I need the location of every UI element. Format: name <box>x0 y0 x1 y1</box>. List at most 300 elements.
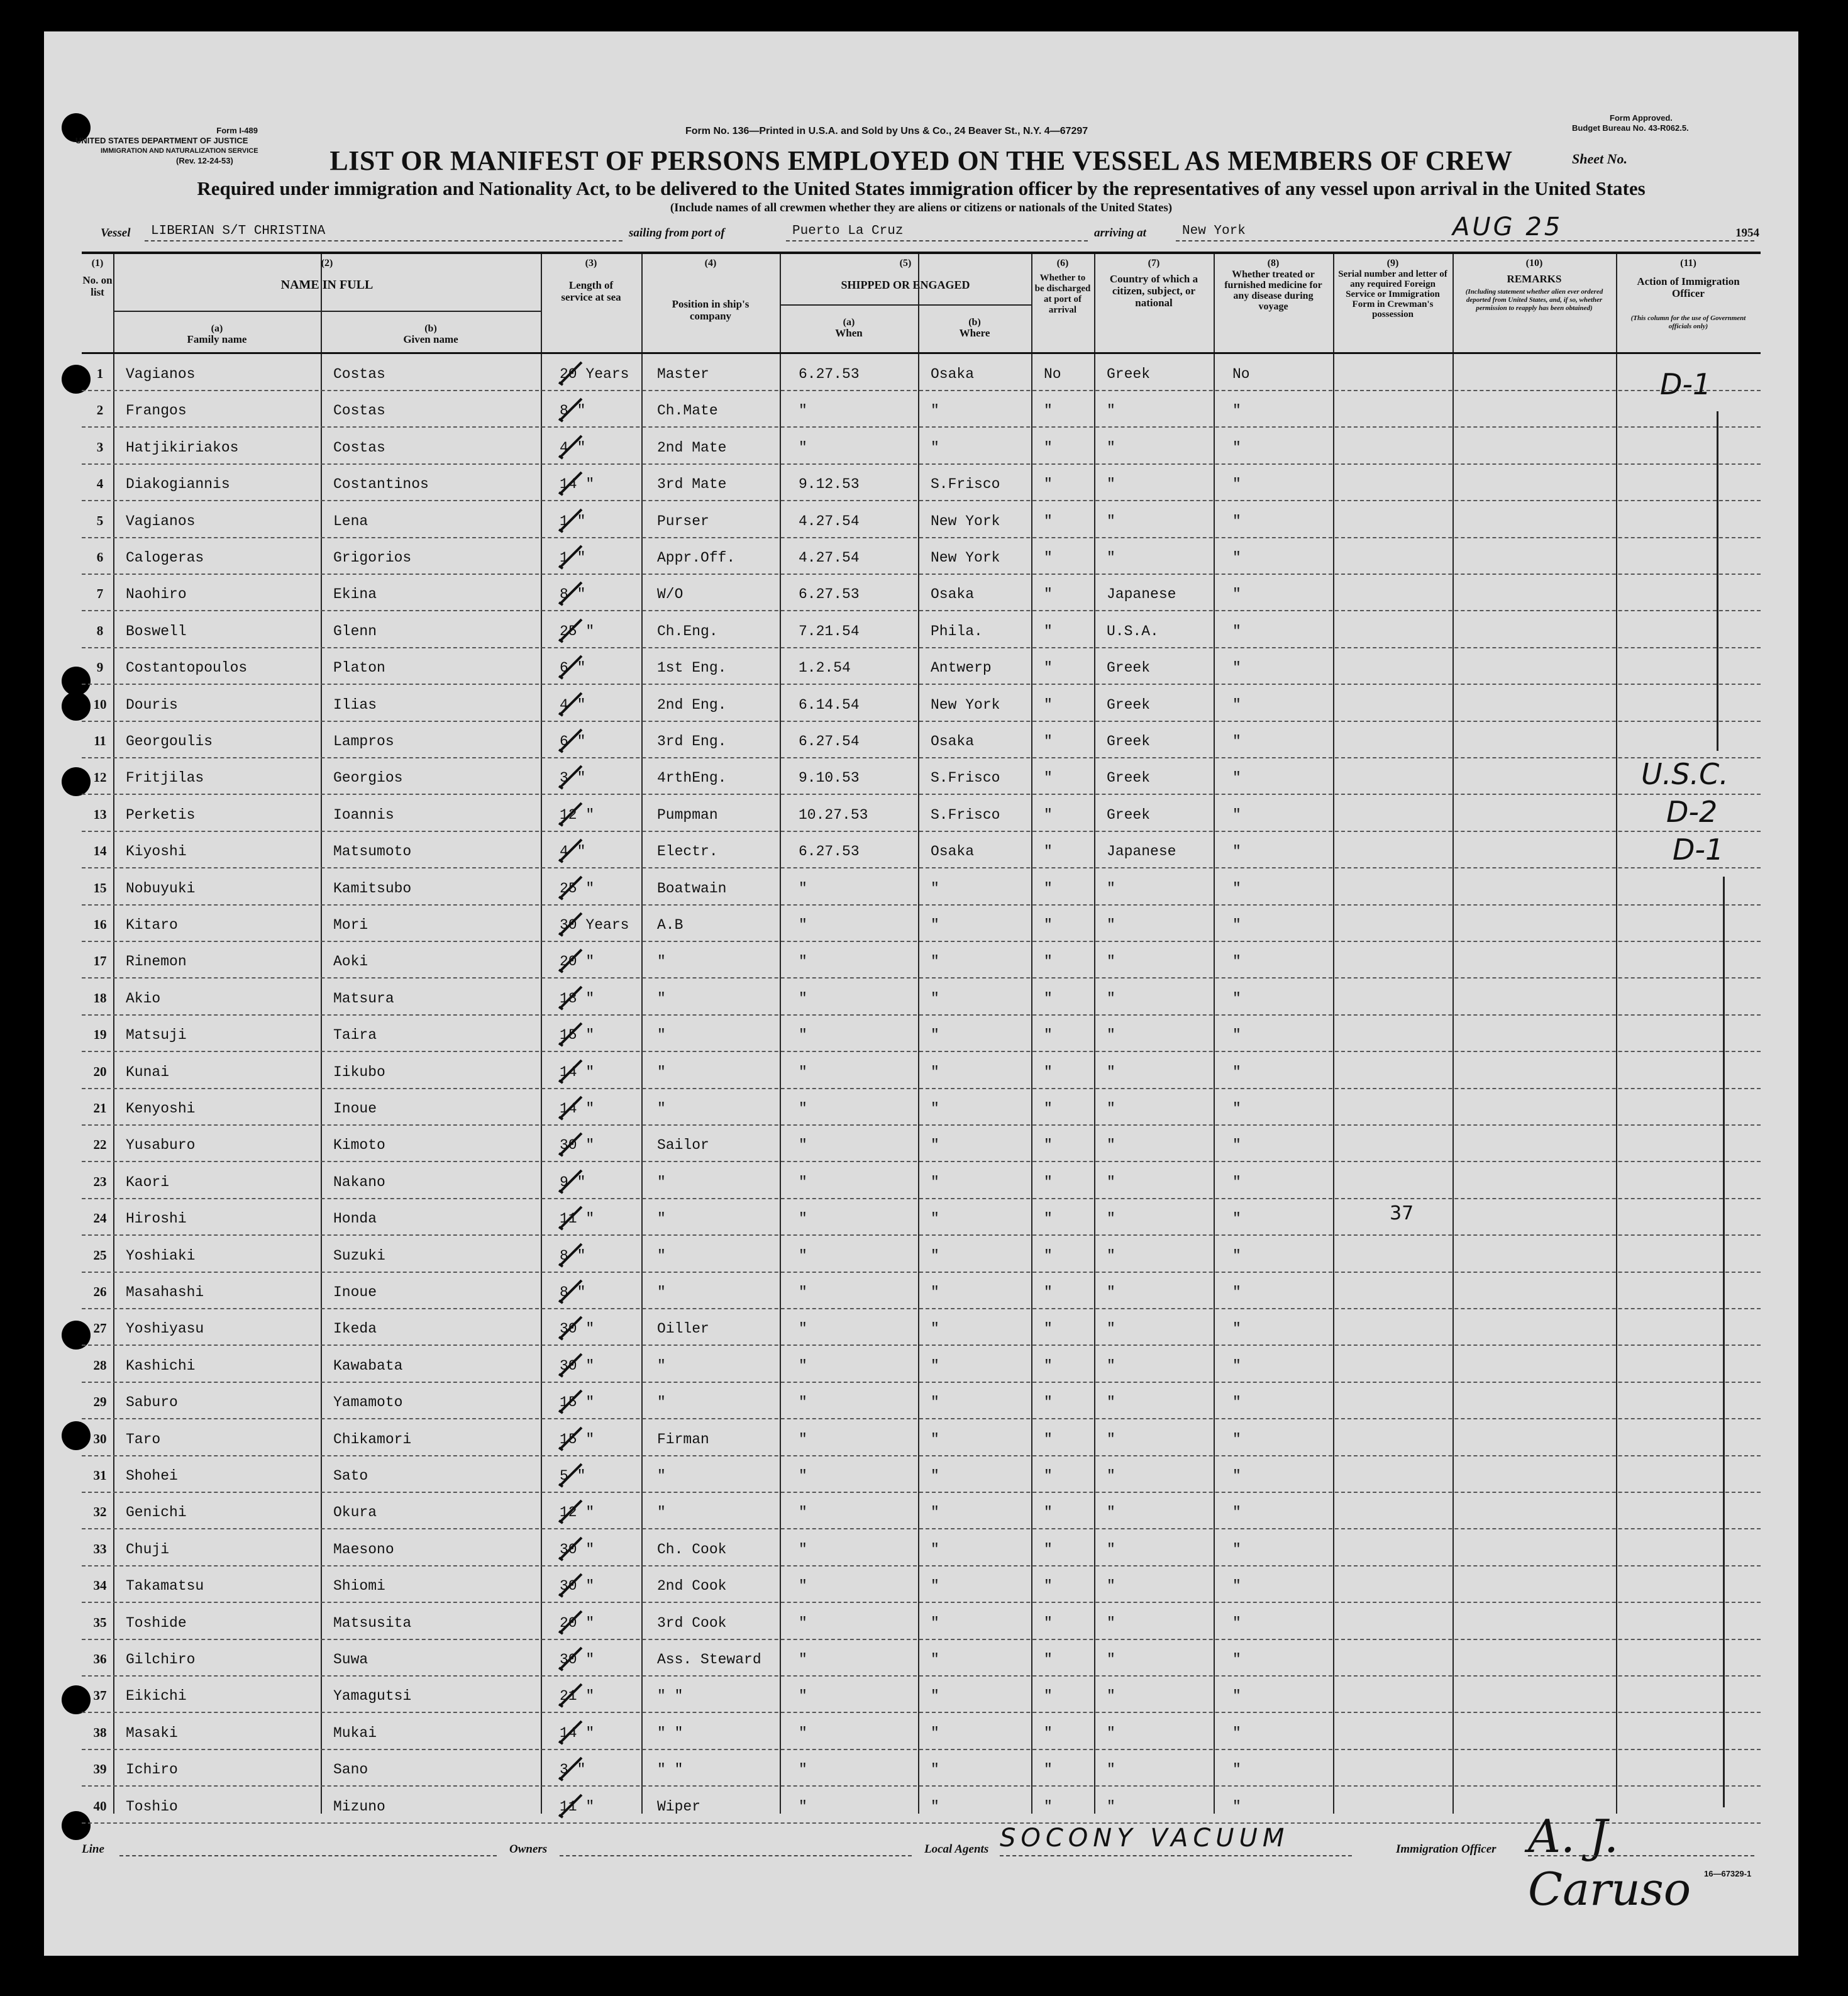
given-name: Inoue <box>333 1284 377 1300</box>
position: 2nd Mate <box>657 439 727 456</box>
family-name: Saburo <box>126 1394 178 1411</box>
shipped-when: " <box>799 1614 807 1631</box>
length-of-service: 15 " <box>560 1431 595 1448</box>
shipped-where: " <box>931 1468 939 1484</box>
position: " <box>657 1394 666 1411</box>
discharged: " <box>1044 953 1053 970</box>
discharged: " <box>1044 1651 1053 1668</box>
shipped-where: New York <box>931 513 1000 529</box>
position: " <box>657 1504 666 1521</box>
position: Oiller <box>657 1321 709 1338</box>
shipped-when: " <box>799 1761 807 1778</box>
country: " <box>1107 1541 1115 1558</box>
row-number: 22 <box>93 1137 107 1153</box>
manifest-sheet <box>44 31 1798 1956</box>
shipped-where: " <box>931 1431 939 1448</box>
given-name: Aoki <box>333 953 368 970</box>
table-row <box>82 1273 1761 1309</box>
officer-signature: A. J. Caruso <box>1528 1810 1691 1916</box>
family-name: Fritjilas <box>126 770 204 787</box>
medicine: " <box>1232 586 1241 603</box>
row-number: 16 <box>93 917 107 932</box>
check-mark-icon <box>556 1534 585 1563</box>
row-number: 28 <box>93 1357 107 1373</box>
table-row <box>82 355 1761 391</box>
row-number: 35 <box>93 1614 107 1630</box>
country: Greek <box>1107 696 1151 713</box>
medicine: " <box>1232 1688 1241 1705</box>
table-row <box>82 1750 1761 1787</box>
family-name: Gilchiro <box>126 1651 196 1668</box>
country: Greek <box>1107 806 1151 823</box>
country: " <box>1107 1504 1115 1521</box>
table-row <box>82 1089 1761 1126</box>
position: " <box>657 1027 666 1044</box>
discharged: " <box>1044 513 1053 529</box>
shipped-where: " <box>931 1137 939 1154</box>
given-name: Okura <box>333 1504 377 1521</box>
col7-header: Country of which a citizen, subject, or national <box>1109 273 1198 309</box>
check-mark-icon <box>556 689 585 718</box>
shipped-when: 6.27.53 <box>799 366 860 382</box>
shipped-when: 4.27.54 <box>799 513 860 529</box>
medicine: " <box>1232 439 1241 456</box>
shipped-where: " <box>931 953 939 970</box>
col5a-header: When <box>835 327 863 339</box>
discharged: " <box>1044 1394 1053 1411</box>
row-number: 14 <box>93 843 107 859</box>
check-mark-icon <box>556 1570 585 1599</box>
family-name: Eikichi <box>126 1688 187 1705</box>
row-number: 36 <box>93 1651 107 1666</box>
agents-label: Local Agents <box>924 1843 989 1856</box>
shipped-where: " <box>931 1798 939 1815</box>
length-of-service: 12 " <box>560 1504 595 1521</box>
shipped-when: " <box>799 1063 807 1080</box>
given-name: Ikeda <box>333 1321 377 1338</box>
row-number: 24 <box>93 1211 107 1226</box>
discharged: " <box>1044 1688 1053 1705</box>
shipped-when: " <box>799 402 807 419</box>
position: Boatwain <box>657 880 727 897</box>
given-name: Mori <box>333 917 368 933</box>
check-mark-icon <box>556 726 585 755</box>
family-name: Naohiro <box>126 586 187 603</box>
col9-header: Serial number and letter of any required Foreign Service or Immigration Form in Crewman's possession <box>1338 269 1447 319</box>
col5b-number: (b) <box>968 317 981 328</box>
family-name: Georgoulis <box>126 733 213 750</box>
discharged: " <box>1044 806 1053 823</box>
medicine: " <box>1232 513 1241 529</box>
discharged: " <box>1044 1247 1053 1264</box>
discharged: " <box>1044 1578 1053 1595</box>
discharged: " <box>1044 990 1053 1007</box>
shipped-where: S.Frisco <box>931 770 1000 787</box>
length-of-service: 4 " <box>560 439 586 456</box>
country: " <box>1107 953 1115 970</box>
medicine: " <box>1232 1063 1241 1080</box>
length-of-service: 4 " <box>560 696 586 713</box>
country: " <box>1107 1173 1115 1190</box>
col2-number: (2) <box>321 258 333 269</box>
family-name: Hatjikiriakos <box>126 439 239 456</box>
country: " <box>1107 1651 1115 1668</box>
shipped-where: Osaka <box>931 843 975 860</box>
medicine: " <box>1232 1431 1241 1448</box>
shipped-when: 6.14.54 <box>799 696 860 713</box>
country: " <box>1107 1431 1115 1448</box>
length-of-service: 30 " <box>560 1541 595 1558</box>
arriving-label: arriving at <box>1094 226 1146 240</box>
length-of-service: 30 " <box>560 1578 595 1595</box>
length-of-service: 14 " <box>560 1101 595 1117</box>
arrival-date: AUG 25 <box>1452 213 1563 241</box>
discharged: " <box>1044 696 1053 713</box>
shipped-where: " <box>931 1651 939 1668</box>
table-row <box>82 465 1761 501</box>
table-row <box>82 502 1761 538</box>
table-row <box>82 428 1761 465</box>
family-name: Shohei <box>126 1468 178 1484</box>
country: " <box>1107 1468 1115 1484</box>
country: " <box>1107 1798 1115 1815</box>
medicine: " <box>1232 880 1241 897</box>
given-name: Costas <box>333 402 385 419</box>
check-mark-icon <box>556 1093 585 1122</box>
table-row <box>82 1420 1761 1456</box>
given-name: Sano <box>333 1761 368 1778</box>
action-d2: D-2 <box>1666 795 1718 829</box>
given-name: Maesono <box>333 1541 394 1558</box>
country: Japanese <box>1107 843 1176 860</box>
length-of-service: 30 " <box>560 1651 595 1668</box>
country: Greek <box>1107 733 1151 750</box>
given-name: Georgios <box>333 770 403 787</box>
check-mark-icon <box>556 836 585 865</box>
col3-header: Length of service at sea <box>561 279 621 303</box>
family-name: Chuji <box>126 1541 170 1558</box>
col5a-number: (a) <box>843 317 855 328</box>
length-of-service: 11 " <box>560 1211 595 1228</box>
col2a-header: Family name <box>187 333 247 345</box>
position: 1st Eng. <box>657 660 727 677</box>
check-mark-icon <box>556 1497 585 1526</box>
length-of-service: 8 " <box>560 1247 586 1264</box>
shipped-where: " <box>931 1541 939 1558</box>
medicine: " <box>1232 733 1241 750</box>
shipped-where: " <box>931 990 939 1007</box>
line-label: Line <box>82 1843 104 1856</box>
shipped-where: " <box>931 1101 939 1117</box>
position: " <box>657 1468 666 1484</box>
given-name: Suzuki <box>333 1247 385 1264</box>
action-d1: D-1 <box>1660 367 1712 401</box>
shipped-where: Osaka <box>931 586 975 603</box>
check-mark-icon <box>556 1754 585 1783</box>
medicine: " <box>1232 550 1241 566</box>
sailing-port: Puerto La Cruz <box>792 224 904 238</box>
table-row <box>82 1714 1761 1750</box>
row-number: 4 <box>96 476 104 492</box>
family-name: Akio <box>126 990 161 1007</box>
row-number: 29 <box>93 1394 107 1410</box>
table-row <box>82 979 1761 1016</box>
length-of-service: 8 " <box>560 402 586 419</box>
country: " <box>1107 439 1115 456</box>
shipped-where: Phila. <box>931 623 983 640</box>
shipped-where: " <box>931 1247 939 1264</box>
medicine: " <box>1232 623 1241 640</box>
check-mark-icon <box>556 909 585 938</box>
medicine: " <box>1232 476 1241 493</box>
check-mark-icon <box>556 1607 585 1636</box>
shipped-when: " <box>799 917 807 933</box>
check-mark-icon <box>556 1717 585 1746</box>
row-number: 12 <box>93 770 107 785</box>
shipped-where: " <box>931 880 939 897</box>
discharged: " <box>1044 1614 1053 1631</box>
family-name: Kunai <box>126 1063 170 1080</box>
family-name: Ichiro <box>126 1761 178 1778</box>
col11-note: (This column for the use of Government officials only) <box>1630 314 1746 330</box>
table-row <box>82 648 1761 685</box>
check-mark-icon <box>556 506 585 535</box>
check-mark-icon <box>556 469 585 497</box>
table-row <box>82 685 1761 722</box>
length-of-service: 20 " <box>560 1614 595 1631</box>
agent-name: SOCONY VACUUM <box>1000 1824 1290 1853</box>
given-name: Costas <box>333 366 385 382</box>
shipped-when: " <box>799 1211 807 1228</box>
col2b-header: Given name <box>403 333 458 345</box>
medicine: " <box>1232 1357 1241 1374</box>
shipped-where: " <box>931 1063 939 1080</box>
discharged: " <box>1044 623 1053 640</box>
medicine: " <box>1232 843 1241 860</box>
budget-bureau-number: Budget Bureau No. 43-R062.5. <box>1572 123 1689 133</box>
approval-block <box>1572 113 1689 133</box>
shipped-when: 6.27.54 <box>799 733 860 750</box>
given-name: Sato <box>333 1468 368 1484</box>
table-row <box>82 1163 1761 1199</box>
row-number: 9 <box>96 660 104 675</box>
shipped-when: 6.27.53 <box>799 586 860 603</box>
table-row <box>82 1604 1761 1640</box>
family-name: Masahashi <box>126 1284 204 1300</box>
position: " <box>657 1357 666 1374</box>
position: " <box>657 990 666 1007</box>
position: " <box>657 1101 666 1117</box>
vessel-line <box>101 213 1759 243</box>
country: " <box>1107 1247 1115 1264</box>
family-name: Kitaro <box>126 917 178 933</box>
medicine: " <box>1232 1651 1241 1668</box>
given-name: Kawabata <box>333 1357 403 1374</box>
col10-note: (Including statement whether alien ever ordered deported from United States, and, if so, whether permission to reapply has been obtained) <box>1465 288 1603 312</box>
check-mark-icon <box>556 1277 585 1306</box>
table-row <box>82 1677 1761 1713</box>
shipped-where: " <box>931 1761 939 1778</box>
shipped-when: " <box>799 1724 807 1741</box>
country: " <box>1107 1211 1115 1228</box>
table-row <box>82 869 1761 906</box>
shipped-when: " <box>799 990 807 1007</box>
discharged: " <box>1044 1798 1053 1815</box>
crew-table <box>82 252 1761 1814</box>
length-of-service: 25 " <box>560 623 595 640</box>
medicine: No <box>1232 366 1250 382</box>
col9-number: (9) <box>1386 258 1399 269</box>
remark-37: 37 <box>1390 1202 1414 1224</box>
shipped-when: " <box>799 1541 807 1558</box>
check-mark-icon <box>556 1203 585 1232</box>
given-name: Lena <box>333 513 368 529</box>
country: " <box>1107 1688 1115 1705</box>
table-row <box>82 1346 1761 1383</box>
shipped-where: S.Frisco <box>931 476 1000 493</box>
row-number: 27 <box>93 1321 107 1336</box>
table-row <box>82 832 1761 868</box>
medicine: " <box>1232 660 1241 677</box>
shipped-where: " <box>931 1284 939 1300</box>
position: 4rthEng. <box>657 770 727 787</box>
shipped-when: " <box>799 953 807 970</box>
position: Ch. Cook <box>657 1541 727 1558</box>
family-name: Matsuji <box>126 1027 187 1044</box>
family-name: Taro <box>126 1431 161 1448</box>
check-mark-icon <box>556 395 585 424</box>
length-of-service: 6 " <box>560 733 586 750</box>
position: Ch.Mate <box>657 402 718 419</box>
position: 3rd Mate <box>657 476 727 493</box>
given-name: Costas <box>333 439 385 456</box>
medicine: " <box>1232 696 1241 713</box>
shipped-when: " <box>799 1504 807 1521</box>
given-name: Lampros <box>333 733 394 750</box>
length-of-service: 20 Years <box>560 366 629 382</box>
discharged: " <box>1044 917 1053 933</box>
shipped-when: " <box>799 1137 807 1154</box>
row-number: 15 <box>93 880 107 895</box>
medicine: " <box>1232 1321 1241 1338</box>
country: " <box>1107 1614 1115 1631</box>
row-number: 17 <box>93 953 107 969</box>
given-name: Matsura <box>333 990 394 1007</box>
shipped-where: New York <box>931 696 1000 713</box>
shipped-where: " <box>931 1578 939 1595</box>
table-row <box>82 942 1761 979</box>
col11-number: (11) <box>1680 258 1696 269</box>
table-row <box>82 1309 1761 1346</box>
country: " <box>1107 1284 1115 1300</box>
medicine: " <box>1232 1284 1241 1300</box>
col1-number: (1) <box>91 258 104 269</box>
discharged: " <box>1044 733 1053 750</box>
medicine: " <box>1232 1101 1241 1117</box>
family-name: Genichi <box>126 1504 187 1521</box>
medicine: " <box>1232 1761 1241 1778</box>
given-name: Matsusita <box>333 1614 412 1631</box>
discharged: " <box>1044 1431 1053 1448</box>
row-number: 11 <box>94 733 106 748</box>
col5b-header: Where <box>959 327 990 339</box>
shipped-where: " <box>931 1614 939 1631</box>
row-number: 1 <box>96 366 104 381</box>
family-name: Vagianos <box>126 513 196 529</box>
shipped-where: " <box>931 1027 939 1044</box>
country: " <box>1107 476 1115 493</box>
table-row <box>82 1493 1761 1529</box>
medicine: " <box>1232 1137 1241 1154</box>
col2-header: NAME IN FULL <box>280 278 373 292</box>
family-name: Yusaburo <box>126 1137 196 1154</box>
given-name: Suwa <box>333 1651 368 1668</box>
discharged: " <box>1044 586 1053 603</box>
given-name: Platon <box>333 660 385 677</box>
shipped-where: S.Frisco <box>931 806 1000 823</box>
family-name: Douris <box>126 696 178 713</box>
position: Ch.Eng. <box>657 623 718 640</box>
discharged: " <box>1044 880 1053 897</box>
position: " " <box>657 1761 683 1778</box>
given-name: Kamitsubo <box>333 880 412 897</box>
discharged: " <box>1044 660 1053 677</box>
discharged: " <box>1044 770 1053 787</box>
table-row <box>82 1383 1761 1419</box>
shipped-when: " <box>799 439 807 456</box>
shipped-where: " <box>931 1394 939 1411</box>
row-number: 25 <box>93 1247 107 1263</box>
position: " <box>657 1173 666 1190</box>
shipped-where: Antwerp <box>931 660 992 677</box>
given-name: Ilias <box>333 696 377 713</box>
given-name: Glenn <box>333 623 377 640</box>
table-row <box>82 1787 1761 1824</box>
table-row <box>82 906 1761 942</box>
table-row <box>82 391 1761 428</box>
country: " <box>1107 513 1115 529</box>
row-number: 19 <box>93 1027 107 1043</box>
family-name: Nobuyuki <box>126 880 196 897</box>
given-name: Yamamoto <box>333 1394 403 1411</box>
table-row <box>82 538 1761 575</box>
check-mark-icon <box>556 946 585 975</box>
country: " <box>1107 1321 1115 1338</box>
given-name: Matsumoto <box>333 843 412 860</box>
country: Greek <box>1107 366 1151 382</box>
length-of-service: 30 " <box>560 1137 595 1154</box>
col2b-number: (b) <box>424 323 437 334</box>
family-name: Hiroshi <box>126 1211 187 1228</box>
discharged: " <box>1044 1211 1053 1228</box>
position: Appr.Off. <box>657 550 736 566</box>
table-row <box>82 758 1761 795</box>
country: " <box>1107 1394 1115 1411</box>
position: " " <box>657 1724 683 1741</box>
shipped-where: " <box>931 1724 939 1741</box>
country: Greek <box>1107 660 1151 677</box>
table-row <box>82 796 1761 832</box>
discharged: " <box>1044 1724 1053 1741</box>
row-number: 2 <box>96 402 104 418</box>
medicine: " <box>1232 990 1241 1007</box>
table-row <box>82 722 1761 758</box>
check-mark-icon <box>556 579 585 607</box>
footer <box>82 1810 1761 1916</box>
table-row <box>82 1199 1761 1236</box>
discharged: " <box>1044 843 1053 860</box>
shipped-when: " <box>799 1247 807 1264</box>
